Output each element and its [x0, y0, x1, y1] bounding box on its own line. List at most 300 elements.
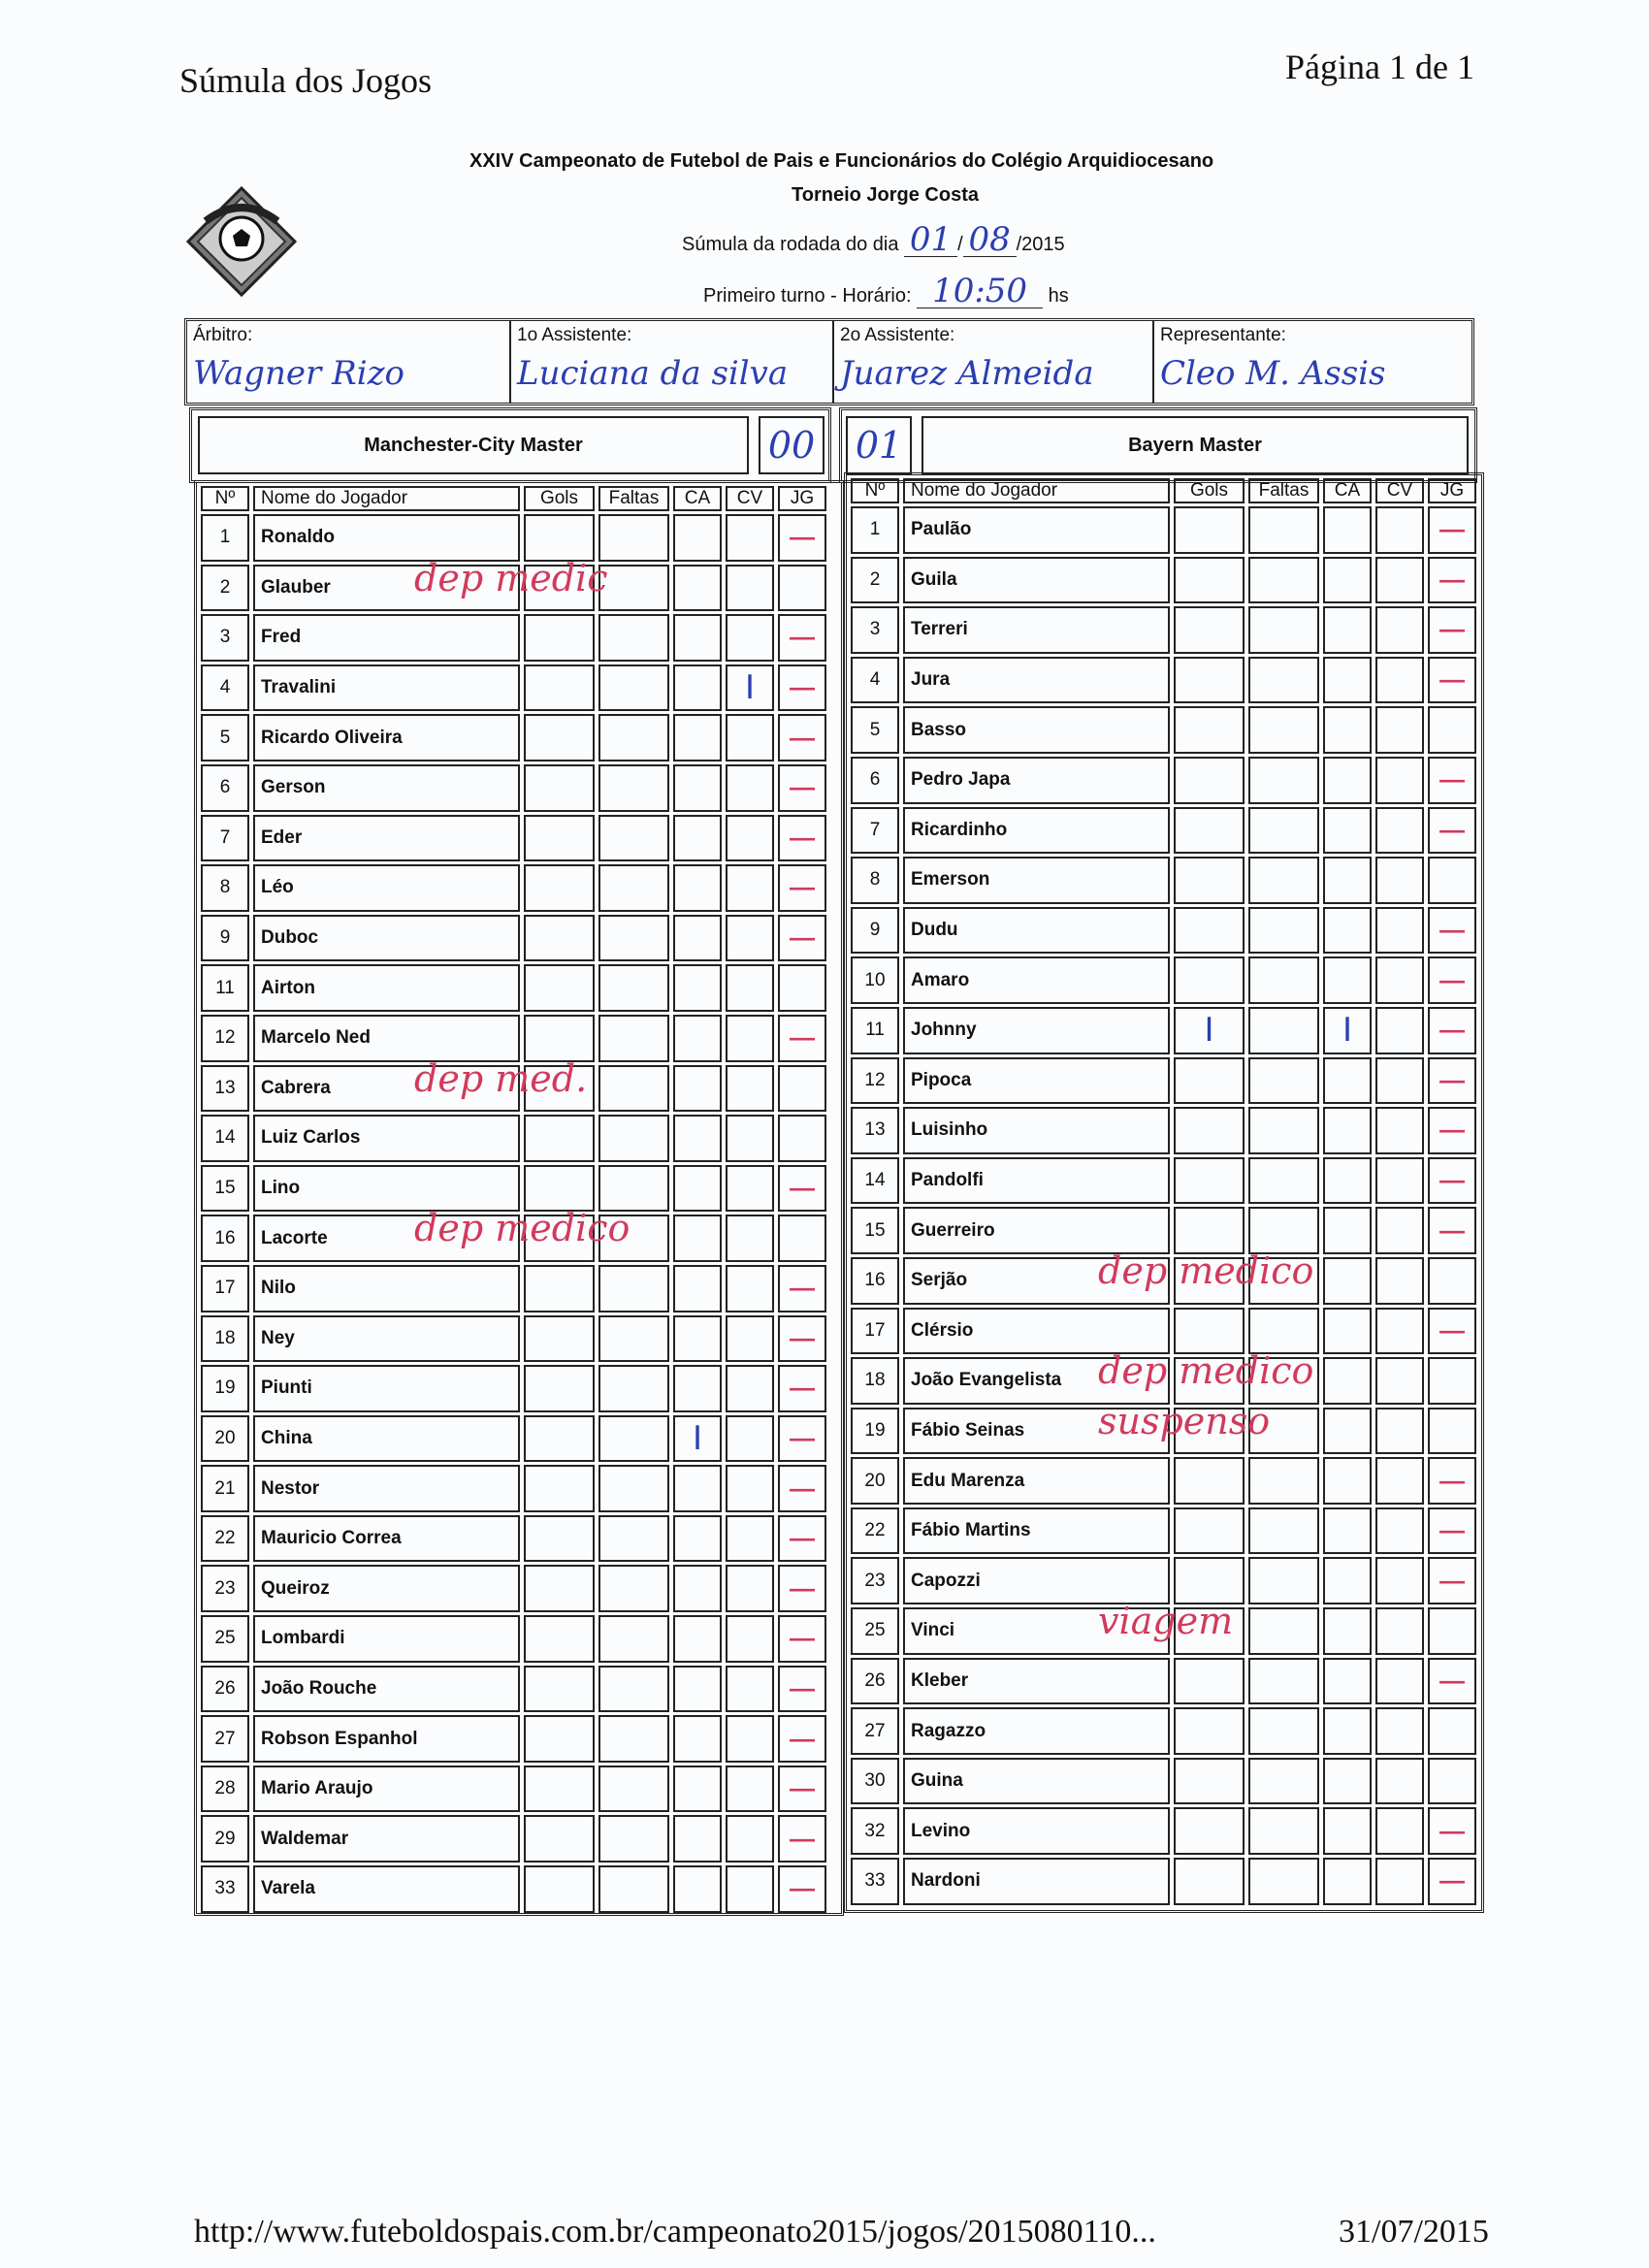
player-name-value: Eder: [261, 826, 303, 848]
player-number: [201, 1815, 249, 1863]
player-number-value: 16: [214, 1227, 236, 1248]
representative-cell: [1154, 321, 1471, 403]
col-name: Nome do Jogador: [253, 486, 520, 511]
player-played: [778, 1465, 826, 1512]
player-played-value: —: [1439, 1465, 1465, 1495]
player-name-value: Nilo: [261, 1278, 296, 1299]
player-row: [201, 1666, 826, 1713]
player-number: [851, 1457, 899, 1505]
player-name: [253, 964, 520, 1012]
player-played: [778, 1565, 826, 1612]
player-played-value: —: [1439, 1515, 1465, 1545]
player-row: [851, 1758, 1476, 1805]
player-fouls: [1248, 1107, 1319, 1154]
player-number: [851, 1557, 899, 1604]
player-name-value: Luiz Carlos: [261, 1127, 361, 1149]
player-number: [851, 706, 899, 754]
player-fouls: [598, 1615, 669, 1663]
player-name: [903, 757, 1170, 804]
player-name: [903, 1658, 1170, 1705]
player-row: [851, 1707, 1476, 1755]
player-yellow-card: [1323, 706, 1372, 754]
player-yellow-card: [1323, 506, 1372, 554]
player-name: [253, 514, 520, 562]
away-team-name: Bayern Master: [922, 416, 1469, 474]
player-played-value: —: [790, 522, 815, 552]
player-played: [778, 1365, 826, 1412]
player-red-card: [726, 565, 774, 612]
away-players-table: [844, 472, 1484, 1913]
player-yellow-card: [673, 815, 722, 862]
player-red-card: [726, 764, 774, 812]
player-row: [201, 1865, 826, 1913]
player-yellow-card: [1323, 1207, 1372, 1254]
player-played: [778, 864, 826, 912]
player-number-value: 14: [214, 1127, 236, 1149]
assistant1-label: 1o Assistente:: [517, 325, 632, 345]
player-fouls: [598, 565, 669, 612]
player-number: [201, 1565, 249, 1612]
player-played-value: —: [790, 722, 815, 752]
player-red-card: [1375, 757, 1424, 804]
player-fouls: [1248, 1758, 1319, 1805]
player-played: [1428, 1457, 1476, 1505]
player-name: [253, 1265, 520, 1312]
player-number: [851, 1157, 899, 1205]
away-team-score: 01: [846, 416, 912, 474]
player-goals: [524, 1115, 595, 1162]
player-yellow-card: [673, 964, 722, 1012]
player-name-value: Duboc: [261, 927, 319, 949]
player-row: [201, 1115, 826, 1162]
player-yellow-card: [673, 1615, 722, 1663]
player-number: [201, 664, 249, 712]
player-red-card: [726, 1215, 774, 1262]
player-fouls: [598, 1715, 669, 1763]
player-yellow-card: [1323, 1507, 1372, 1555]
player-name-value: Cabrera: [261, 1077, 331, 1098]
player-number-value: 33: [864, 1870, 886, 1892]
player-name: [253, 1365, 520, 1412]
home-team-score: 00: [759, 416, 824, 474]
player-row: [201, 815, 826, 862]
date-day-field: [904, 220, 957, 259]
player-played: [778, 1065, 826, 1113]
player-red-card: [1375, 907, 1424, 955]
player-row: [201, 514, 826, 562]
player-fouls: [1248, 506, 1319, 554]
player-red-card: [726, 1065, 774, 1113]
player-number-value: 2: [869, 568, 881, 590]
player-name-value: Johnny: [911, 1020, 977, 1041]
away-table-header: [851, 478, 1476, 503]
player-played-value: —: [1439, 1865, 1465, 1895]
player-yellow-card: [673, 1115, 722, 1162]
player-name: [903, 1057, 1170, 1105]
player-row: [851, 1858, 1476, 1905]
player-played-value: —: [1439, 1115, 1465, 1145]
player-row: [201, 964, 826, 1012]
player-number-value: 10: [864, 969, 886, 990]
player-number-value: 14: [864, 1170, 886, 1191]
player-yellow-card: [1323, 1457, 1372, 1505]
player-number-value: 28: [214, 1778, 236, 1799]
player-red-card: [726, 714, 774, 761]
player-goals: [524, 1465, 595, 1512]
player-yellow-card: [1323, 1707, 1372, 1755]
player-yellow-card: [673, 764, 722, 812]
player-yellow-card: [673, 514, 722, 562]
player-goals: [524, 1865, 595, 1913]
player-name: [253, 1415, 520, 1463]
player-name-value: Pedro Japa: [911, 769, 1011, 791]
player-fouls: [1248, 807, 1319, 855]
player-number-value: 19: [214, 1377, 236, 1399]
player-name-value: Fábio Martins: [911, 1520, 1031, 1541]
player-fouls: [598, 964, 669, 1012]
player-played: [1428, 857, 1476, 904]
player-yellow-card: [1323, 1107, 1372, 1154]
player-played-value: —: [1439, 514, 1465, 544]
player-number-value: 1: [219, 527, 231, 548]
player-number-value: 17: [214, 1278, 236, 1299]
player-number-value: 4: [219, 677, 231, 698]
assistant1-cell: [511, 321, 834, 403]
player-yellow-card: [673, 1565, 722, 1612]
player-played: [1428, 706, 1476, 754]
player-name-value: Lacorte: [261, 1227, 328, 1248]
player-played: [1428, 1408, 1476, 1455]
player-number: [851, 1408, 899, 1455]
player-number: [201, 1315, 249, 1363]
player-number: [201, 1615, 249, 1663]
player-number-value: 11: [215, 977, 235, 998]
player-name-value: Fábio Seinas: [911, 1419, 1025, 1441]
handwritten-note: viagem: [1098, 1600, 1234, 1643]
player-number-value: 29: [214, 1828, 236, 1849]
player-yellow-card: [673, 1865, 722, 1913]
player-played-value: —: [790, 1873, 815, 1903]
player-played-value: —: [790, 1173, 815, 1203]
player-number-value: 6: [219, 777, 231, 798]
player-number-value: 17: [864, 1319, 886, 1341]
player-number-value: 12: [214, 1027, 236, 1049]
player-name-value: Lino: [261, 1178, 301, 1199]
player-red-card: [726, 1615, 774, 1663]
player-played-value: —: [1439, 1015, 1465, 1045]
player-row: [851, 506, 1476, 554]
player-name-value: Ragazzo: [911, 1720, 986, 1741]
player-played: [1428, 1557, 1476, 1604]
player-red-card: [1375, 1007, 1424, 1054]
round-time: 10:50: [932, 272, 1028, 310]
player-row: [201, 1766, 826, 1813]
round-date-line: Súmula da rodada do dia 01 / 08 /2015: [682, 220, 1065, 259]
player-name-value: Edu Marenza: [911, 1470, 1025, 1491]
player-row: [201, 1465, 826, 1512]
player-number: [851, 857, 899, 904]
player-name-value: Guerreiro: [911, 1219, 995, 1241]
player-name-value: Lombardi: [261, 1628, 345, 1649]
player-name-value: João Evangelista: [911, 1370, 1062, 1391]
player-red-card: [1375, 1357, 1424, 1405]
player-name: [903, 1858, 1170, 1905]
player-number: [851, 1807, 899, 1855]
player-row: [201, 1615, 826, 1663]
player-goals: [524, 1515, 595, 1563]
player-number-value: 15: [864, 1219, 886, 1241]
player-row: [851, 1557, 1476, 1604]
player-fouls: [598, 1515, 669, 1563]
player-red-card: [726, 1865, 774, 1913]
player-red-card: [1375, 1658, 1424, 1705]
player-red-card: [1375, 1507, 1424, 1555]
player-played-value: —: [790, 1672, 815, 1702]
player-number-value: 13: [214, 1077, 236, 1098]
player-number: [851, 1257, 899, 1305]
player-row: [851, 557, 1476, 604]
player-red-card: [1375, 1107, 1424, 1154]
player-played: [1428, 557, 1476, 604]
representative-name: Cleo M. Assis: [1160, 354, 1386, 393]
player-goals: [524, 714, 595, 761]
player-name: [253, 1815, 520, 1863]
col-cv: CV: [1375, 478, 1424, 503]
player-goals: [1174, 1858, 1245, 1905]
player-fouls: [598, 764, 669, 812]
player-name: [903, 706, 1170, 754]
player-yellow-card: [1323, 1057, 1372, 1105]
player-name: [903, 807, 1170, 855]
player-number-value: 32: [864, 1820, 886, 1841]
player-played: [1428, 1207, 1476, 1254]
player-goals: [1174, 1207, 1245, 1254]
player-played: [1428, 506, 1476, 554]
assistant2-label: 2o Assistente:: [840, 325, 955, 345]
player-played: [1428, 1807, 1476, 1855]
player-yellow-card: [1323, 1858, 1372, 1905]
player-number-value: 22: [214, 1528, 236, 1549]
player-goals: [524, 1565, 595, 1612]
player-row: [851, 1308, 1476, 1355]
player-number-value: 33: [214, 1878, 236, 1899]
player-played: [778, 1315, 826, 1363]
player-number: [201, 714, 249, 761]
time-field: [917, 272, 1043, 310]
player-fouls: [1248, 657, 1319, 704]
player-played-value: —: [790, 872, 815, 902]
player-goals: [524, 915, 595, 962]
player-yellow-card: [1323, 1658, 1372, 1705]
player-name: [903, 1007, 1170, 1054]
date-month: 08: [968, 220, 1011, 259]
player-red-card: [726, 1115, 774, 1162]
player-number: [851, 506, 899, 554]
player-red-card: [726, 1715, 774, 1763]
player-number-value: 5: [869, 719, 881, 740]
col-gols: Gols: [524, 486, 595, 511]
col-cv: CV: [726, 486, 774, 511]
player-red-card: [1375, 1758, 1424, 1805]
col-name: Nome do Jogador: [903, 478, 1170, 503]
player-goals: [1174, 1658, 1245, 1705]
col-faltas: Faltas: [598, 486, 669, 511]
player-name-value: Fred: [261, 627, 302, 648]
player-played: [1428, 807, 1476, 855]
player-goals: [524, 764, 595, 812]
player-goals: [524, 1815, 595, 1863]
player-number-value: 20: [864, 1470, 886, 1491]
player-red-card: [1375, 1858, 1424, 1905]
player-yellow-card: [1323, 1607, 1372, 1655]
player-number: [851, 907, 899, 955]
player-goals: [1174, 706, 1245, 754]
player-yellow-card: [673, 1315, 722, 1363]
player-played-value: —: [790, 1373, 815, 1403]
player-name-value: Pandolfi: [911, 1170, 984, 1191]
col-gols: Gols: [1174, 478, 1245, 503]
player-yellow-card: [1323, 1257, 1372, 1305]
player-number-value: 1: [869, 519, 881, 540]
player-name: [253, 1715, 520, 1763]
player-played: [1428, 956, 1476, 1004]
player-red-card: [1375, 1557, 1424, 1604]
player-red-card: [726, 614, 774, 662]
player-name-value: Ney: [261, 1327, 295, 1348]
player-number: [851, 1308, 899, 1355]
player-number: [851, 807, 899, 855]
player-row: [851, 657, 1476, 704]
player-name-value: Nestor: [261, 1477, 320, 1499]
player-name-value: Guila: [911, 568, 957, 590]
player-goals: [524, 614, 595, 662]
player-fouls: [1248, 1207, 1319, 1254]
player-row: [851, 907, 1476, 955]
player-name: [253, 714, 520, 761]
player-yellow-card: [673, 664, 722, 712]
player-number-value: 25: [864, 1620, 886, 1641]
championship-title: XXIV Campeonato de Futebol de Pais e Funcionários do Colégio Arquidiocesano: [469, 150, 1214, 172]
player-number-value: 30: [864, 1770, 886, 1792]
player-fouls: [1248, 1308, 1319, 1355]
player-played-value: —: [1439, 1815, 1465, 1845]
player-red-card: [726, 1015, 774, 1062]
assistant2-name: Juarez Almeida: [840, 354, 1094, 393]
player-name: [903, 857, 1170, 904]
player-number: [201, 964, 249, 1012]
player-played: [778, 565, 826, 612]
player-name-value: Waldemar: [261, 1828, 349, 1849]
player-goals: [1174, 907, 1245, 955]
player-red-card: [726, 664, 774, 712]
player-goals: [524, 1615, 595, 1663]
player-fouls: [598, 1415, 669, 1463]
player-played-value: —: [790, 1773, 815, 1803]
player-played: [1428, 1658, 1476, 1705]
player-yellow-card: [1323, 1308, 1372, 1355]
player-played-value: —: [1439, 1565, 1465, 1595]
home-table-header: [201, 486, 826, 511]
player-goals: [524, 1766, 595, 1813]
player-name: [253, 764, 520, 812]
player-number: [201, 815, 249, 862]
representative-label: Representante:: [1160, 325, 1286, 345]
col-ca: CA: [1323, 478, 1372, 503]
player-red-card: [726, 1666, 774, 1713]
player-yellow-card: [673, 1365, 722, 1412]
player-yellow-card: [1323, 657, 1372, 704]
player-played: [778, 915, 826, 962]
player-name-value: Marcelo Ned: [261, 1027, 371, 1049]
assistant2-cell: [834, 321, 1154, 403]
player-goals: [524, 1666, 595, 1713]
player-played: [778, 714, 826, 761]
player-row: [851, 757, 1476, 804]
player-row: [851, 1507, 1476, 1555]
player-goals: [1174, 1157, 1245, 1205]
player-number-value: 9: [219, 927, 231, 949]
player-number: [201, 1515, 249, 1563]
player-red-card: [1375, 506, 1424, 554]
player-goals: [524, 1415, 595, 1463]
player-played: [778, 1415, 826, 1463]
player-name: [903, 1758, 1170, 1805]
player-played: [778, 1715, 826, 1763]
player-yellow-card: [1323, 557, 1372, 604]
player-number: [201, 1465, 249, 1512]
player-row: [201, 1265, 826, 1312]
player-number: [851, 1507, 899, 1555]
player-name: [253, 1766, 520, 1813]
player-number: [851, 657, 899, 704]
player-number-value: 3: [219, 627, 231, 648]
player-yellow-card: [1323, 606, 1372, 654]
player-played: [1428, 1057, 1476, 1105]
player-row: [201, 1015, 826, 1062]
player-fouls: [598, 1766, 669, 1813]
player-name-value: Clérsio: [911, 1319, 974, 1341]
player-fouls: [598, 1065, 669, 1113]
player-yellow-card: [1323, 956, 1372, 1004]
player-played-value: —: [1439, 764, 1465, 794]
player-fouls: [598, 915, 669, 962]
player-number-value: 11: [865, 1020, 885, 1041]
player-yellow-card: [1323, 1357, 1372, 1405]
player-name-value: Glauber: [261, 576, 331, 598]
player-played-value: —: [790, 622, 815, 652]
player-name-value: Gerson: [261, 777, 326, 798]
player-number-value: 23: [214, 1577, 236, 1599]
player-goals: [1174, 807, 1245, 855]
player-yellow-card: [673, 864, 722, 912]
player-goals: [1174, 956, 1245, 1004]
player-name-value: Amaro: [911, 969, 970, 990]
player-number: [851, 757, 899, 804]
player-played: [1428, 1257, 1476, 1305]
player-number-value: 7: [219, 826, 231, 848]
player-red-card: [726, 1165, 774, 1213]
player-row: [201, 1815, 826, 1863]
player-name: [903, 606, 1170, 654]
player-row: [851, 956, 1476, 1004]
player-name-value: Mario Araujo: [261, 1778, 373, 1799]
player-row: [851, 857, 1476, 904]
player-name-value: Vinci: [911, 1620, 955, 1641]
player-red-card: [1375, 606, 1424, 654]
player-row: [201, 1715, 826, 1763]
player-row: [201, 1365, 826, 1412]
player-name-value: Serjão: [911, 1270, 968, 1291]
